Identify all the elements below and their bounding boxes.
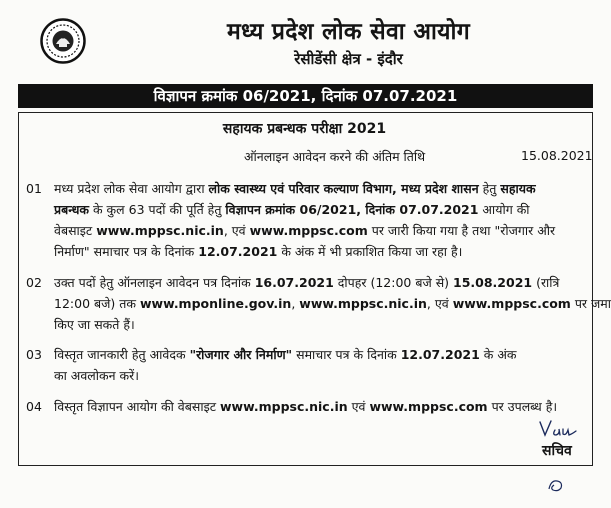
item-text-segment: 12.07.2021 [400,347,480,362]
item-text-segment: वेबसाइट [54,223,97,238]
advertisement-banner: विज्ञापन क्रमांक 06/2021, दिनांक 07.07.2021 [18,84,593,108]
item-text-segment: विस्तृत जानकारी हेतु आवेदक [54,347,190,362]
exam-title: सहायक प्रबन्धक परीक्षा 2021 [222,121,387,137]
item-text-segment: का अवलोकन करें। [54,368,139,383]
item-text [54,272,611,335]
item-text-segment: उक्त पदों हेतु ऑनलाइन आवेदन पत्र दिनांक [54,275,255,290]
item-text-segment: www.mppsc.com [249,223,368,238]
item-line [54,178,590,199]
item-text-segment: लोक स्वास्थ्य एवं परिवार कल्याण विभाग, मध्य प्रदेश शासन [208,181,479,196]
office-location: रेसीडेंसी क्षेत्र - इंदौर [294,50,403,68]
item-text-segment: , एवं [223,223,250,238]
item-line [54,272,590,293]
item-text-segment: समाचार पत्र के दिनांक [292,347,401,362]
item-text-segment: पर जारी किया गया है तथा "रोजगार और [367,223,556,238]
item-text-segment: www.mppsc.com [452,296,571,311]
item-text-segment: , [291,296,300,311]
item-number: 04 [26,399,42,414]
item-line [54,396,590,417]
item-text-segment: www.mppsc.nic.in [220,399,348,414]
item-text-segment: विस्तृत विज्ञापन आयोग की वेबसाइट [54,399,220,414]
item-text-segment: के अंक में भी प्रकाशित किया जा रहा है। [277,244,463,259]
commission-title: मध्य प्रदेश लोक सेवा आयोग [226,19,471,45]
deadline-date: 15.08.2021 [521,148,593,163]
item-text-segment: www.mponline.gov.in [139,296,292,311]
item-text-segment: www.mppsc.nic.in [96,223,224,238]
item-text-segment: 12:00 बजे) तक [54,296,140,311]
item-text-segment: पर उपलब्ध है। [487,399,558,414]
item-line [54,199,590,220]
item-number: 03 [26,347,42,362]
item-text-segment: सहायक [500,181,536,196]
handwritten-signature [538,417,578,441]
item-number: 01 [26,181,42,196]
notice-item-03 [26,344,590,386]
item-text-segment: के कुल 63 पदों की पूर्ति हेतु [89,202,226,217]
item-text-segment: , एवं [426,296,453,311]
item-line [54,314,590,335]
item-text [54,178,590,262]
item-text-segment: 12.07.2021 [198,244,278,259]
item-text [54,396,590,417]
item-text-segment: www.mppsc.nic.in [299,296,427,311]
stamp-scribble-icon [546,477,566,493]
item-text-segment: (रात्रि [532,275,560,290]
item-text-segment: किए जा सकते हैं। [54,317,135,332]
item-text-segment: के अंक [479,347,517,362]
item-line [54,344,590,365]
item-number: 02 [26,275,42,290]
item-text-segment: आयोग की [478,202,530,217]
item-text-segment: प्रबन्धक [54,202,90,217]
item-text-segment: मध्य प्रदेश लोक सेवा आयोग द्वारा [54,181,209,196]
notice-item-04 [26,396,590,417]
item-line [54,293,611,314]
item-text-segment: दोपहर (12:00 बजे से) [333,275,454,290]
item-text-segment: www.mppsc.com [369,399,488,414]
notice-item-02 [26,272,611,335]
item-line [54,241,590,262]
item-line [54,220,590,241]
deadline-label: ऑनलाइन आवेदन करने की अंतिम तिथि [244,149,426,164]
item-text-segment: समाचार पत्र के दिनांक [89,244,199,259]
item-text-segment: पर जमा [570,296,611,311]
item-line [54,365,590,386]
item-text-segment: 15.08.2021 [453,275,533,290]
notice-item-01 [26,178,590,262]
item-text-segment: "रोजगार और निर्माण" [189,347,293,362]
item-text-segment: विज्ञापन क्रमांक 06/2021, दिनांक 07.07.2021 [225,202,479,217]
item-text [54,344,590,386]
item-text-segment: हेतु [478,181,501,196]
mppsc-emblem-icon [40,18,86,64]
item-text-segment: एवं [347,399,370,414]
item-text-segment: 16.07.2021 [254,275,334,290]
secretary-designation: सचिव [542,443,572,459]
item-text-segment: निर्माण" [54,244,90,259]
